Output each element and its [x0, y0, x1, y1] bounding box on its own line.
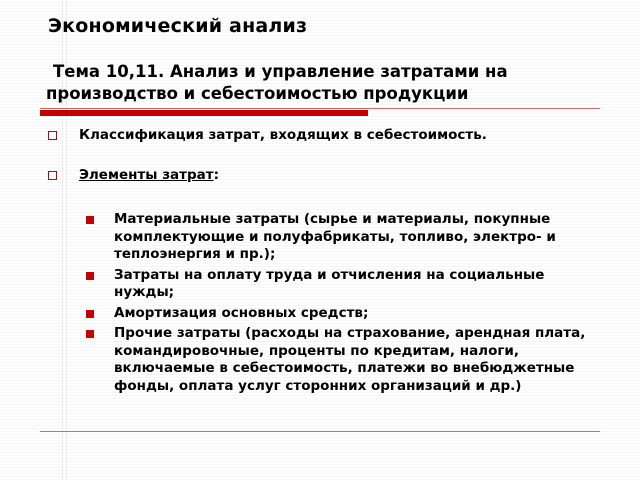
sub-bullet-item: [86, 211, 586, 264]
hollow-square-bullet-icon: [48, 131, 57, 140]
bullet-underlined-text: Элементы затрат: [79, 167, 214, 183]
hollow-square-bullet-icon: [48, 171, 57, 180]
bullet-item-cost-elements: [48, 167, 219, 183]
solid-square-bullet-icon: [86, 272, 94, 280]
bullet-suffix: :: [213, 167, 219, 183]
solid-square-bullet-icon: [86, 310, 94, 318]
solid-square-bullet-icon: [86, 216, 94, 224]
sub-bullet-text: Амортизация основных средств;: [114, 304, 369, 321]
title-accent-bar: [40, 110, 368, 116]
slide-title-line-1: Тема 10,11. Анализ и управление затратами на: [53, 62, 508, 81]
solid-square-bullet-icon: [86, 330, 94, 338]
sub-bullet-item: [86, 325, 586, 395]
bullet-text: [79, 167, 219, 183]
sub-bullet-item: [86, 267, 586, 302]
bullet-text: Классификация затрат, входящих в себестоимость.: [79, 127, 487, 143]
sub-bullet-list: [86, 211, 586, 398]
footer-divider: [40, 431, 600, 432]
title-divider: [40, 108, 600, 109]
slide-title: [46, 61, 606, 105]
sub-bullet-text: Затраты на оплату труда и отчисления на социальные нужды;: [114, 266, 545, 300]
sub-bullet-text: Материальные затраты (сырье и материалы, покупные комплектующие и полуфабрикаты, топливо, электро- и теплоэнергия и пр.);: [114, 211, 556, 262]
sub-bullet-item: [86, 305, 586, 323]
slide-title-line-2: производство и себестоимостью продукции: [46, 84, 469, 103]
header-title: Экономический анализ: [48, 15, 308, 37]
bullet-item-classification: [48, 127, 487, 143]
sub-bullet-text: Прочие затраты (расходы на страхование, арендная плата, командировочные, проценты по кредитам, налоги, включаемые в себестоимость, платежи во внебюджетные фонды, оплата услуг сторонних организаций и др.): [114, 325, 586, 394]
